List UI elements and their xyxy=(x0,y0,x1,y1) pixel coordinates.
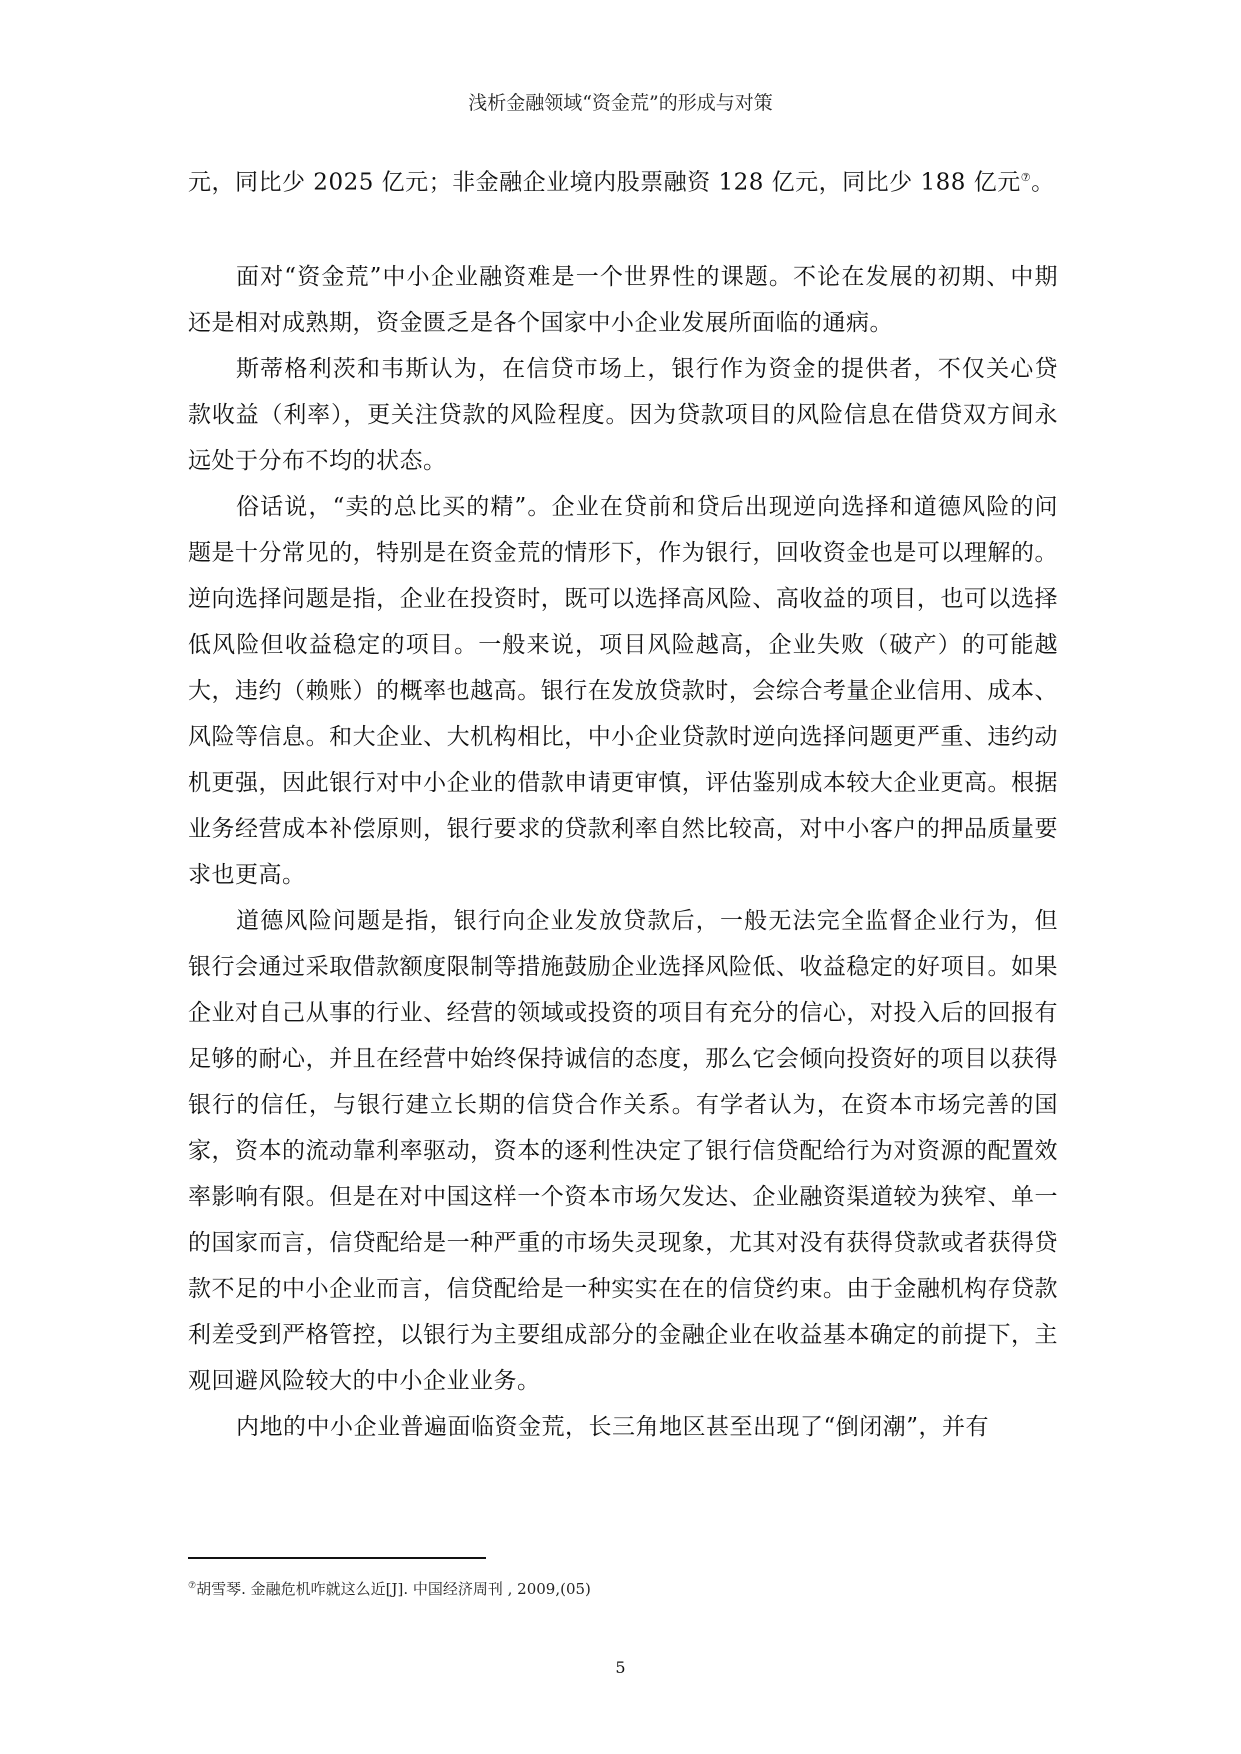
footnote-reference[interactable]: ⑦ xyxy=(1020,171,1032,184)
paragraph-continuation xyxy=(188,155,1058,206)
paragraph: 内地的中小企业普遍面临资金荒，长三角地区甚至出现了“倒闭潮”，并有 xyxy=(236,1413,990,1440)
paragraph-text: 元，同比少 2025 亿元；非金融企业境内股票融资 128 亿元，同比少 188 亿元 xyxy=(188,169,1021,196)
page-number: 5 xyxy=(615,1658,626,1677)
paragraph: 面对“资金荒”中小企业融资难是一个世界性的课题。不论在发展的初期、中期还是相对成熟期，资金匮乏是各个国家中小企业发展所面临的通病。 xyxy=(188,263,1058,336)
footnote-mark: ⑦ xyxy=(188,1581,197,1591)
paragraph: 道德风险问题是指，银行向企业发放贷款后，一般无法完全监督企业行为，但银行会通过采取借款额度限制等措施鼓励企业选择风险低、收益稳定的好项目。如果企业对自己从事的行业、经营的领域或投资的项目有充分的信心，对投入后的回报有足够的耐心，并且在经营中始终保持诚信的态度，那么它会倾向投资好的项目以获得银行的信任，与银行建立长期的信贷合作关系。有学者认为，在资本市场完善的国家，资本的流动靠利率驱动，资本的逐利性决定了银行信贷配给行为对资源的配置效率影响有限。但是在对中国这样一个资本市场欠发达、企业融资渠道较为狭窄、单一的国家而言，信贷配给是一种严重的市场失灵现象，尤其对没有获得贷款或者获得贷款不足的中小企业而言，信贷配给是一种实实在在的信贷约束。由于金融机构存贷款利差受到严格管控，以银行为主要组成部分的金融企业在收益基本确定的前提下，主观回避风险较大的中小企业业务。 xyxy=(188,907,1058,1394)
footnote-text: 胡雪琴. 金融危机咋就这么近[J]. 中国经济周刊 , 2009,(05) xyxy=(196,1580,591,1598)
paragraph-tail: 。 xyxy=(1031,169,1055,196)
paragraph: 俗话说，“卖的总比买的精”。企业在贷前和贷后出现逆向选择和道德风险的问题是十分常见的，特别是在资金荒的情形下，作为银行，回收资金也是可以理解的。逆向选择问题是指，企业在投资时，既可以选择高风险、高收益的项目，也可以选择低风险但收益稳定的项目。一般来说，项目风险越高，企业失败（破产）的可能越大，违约（赖账）的概率也越高。银行在发放贷款时，会综合考量企业信用、成本、风险等信息。和大企业、大机构相比，中小企业贷款时逆向选择问题更严重、违约动机更强，因此银行对中小企业的借款申请更审慎，评估鉴别成本较大企业更高。根据业务经营成本补偿原则，银行要求的贷款利率自然比较高，对中小客户的押品质量要求也更高。 xyxy=(188,493,1058,888)
paragraph-gap xyxy=(188,206,1058,254)
paragraph: 斯蒂格利茨和韦斯认为，在信贷市场上，银行作为资金的提供者，不仅关心贷款收益（利率），更关注贷款的风险程度。因为贷款项目的风险信息在借贷双方间永远处于分布不均的状态。 xyxy=(188,355,1058,474)
running-header: 浅析金融领域“资金荒”的形成与对策 xyxy=(468,92,773,114)
footnote xyxy=(188,1578,591,1599)
footnote-separator xyxy=(188,1557,486,1559)
body-text xyxy=(188,155,1058,1450)
